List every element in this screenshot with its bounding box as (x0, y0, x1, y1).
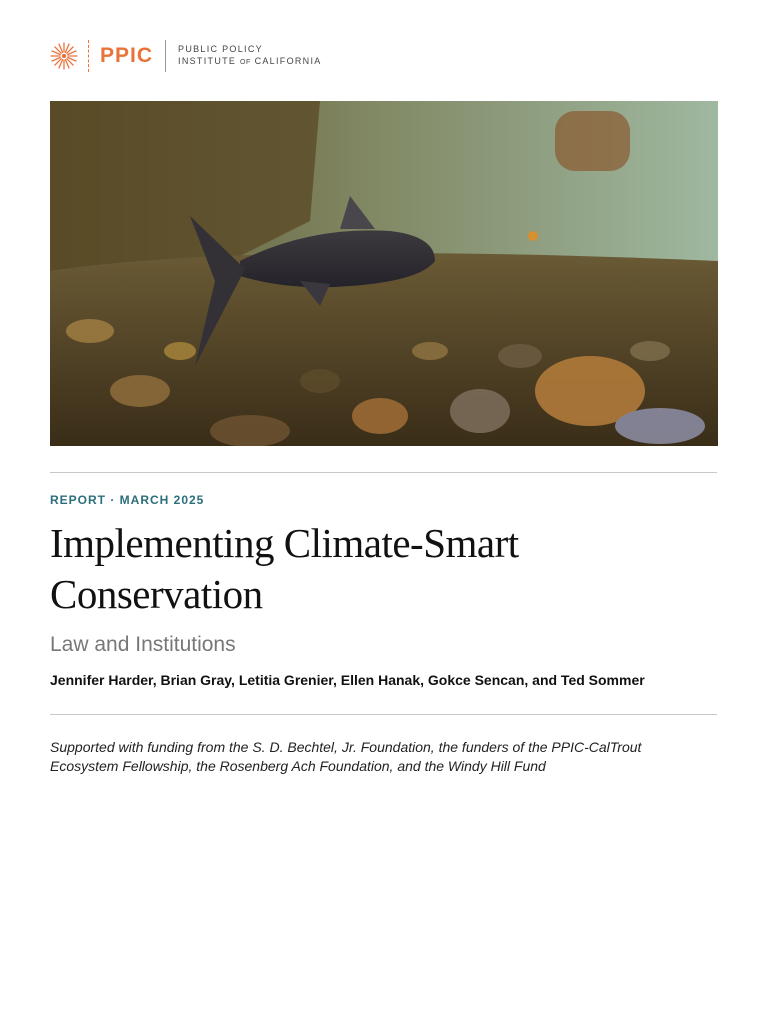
institute-of: OF (240, 59, 251, 66)
report-kicker: REPORT · MARCH 2025 (50, 493, 205, 507)
institute-divider (165, 40, 166, 72)
california-word: CALIFORNIA (254, 56, 322, 66)
logo-divider (88, 40, 90, 72)
header (50, 38, 322, 74)
institute-word: INSTITUTE (178, 56, 237, 66)
report-title: Implementing Climate-Smart Conservation (50, 520, 519, 617)
institute-line-1: PUBLIC POLICY (178, 44, 263, 54)
sunburst-icon (50, 42, 78, 70)
top-divider (50, 472, 717, 473)
underwater-fish-image (50, 101, 718, 446)
report-subtitle: Law and Institutions (50, 633, 236, 656)
report-authors: Jennifer Harder, Brian Gray, Letitia Grenier, Ellen Hanak, Gokce Sencan, and Ted Sommer (50, 672, 645, 688)
institute-name (178, 43, 322, 69)
cover-photo (50, 101, 718, 446)
funding-note: Supported with funding from the S. D. Bechtel, Jr. Foundation, the funders of the PPIC-CalTrout Ecosystem Fellowship, the Rosenberg Ach Foundation, and the Windy Hill Fund (50, 739, 642, 774)
ppic-logo-text: PPIC (100, 44, 154, 67)
bottom-divider (50, 714, 717, 715)
institute-line-2 (178, 55, 322, 69)
